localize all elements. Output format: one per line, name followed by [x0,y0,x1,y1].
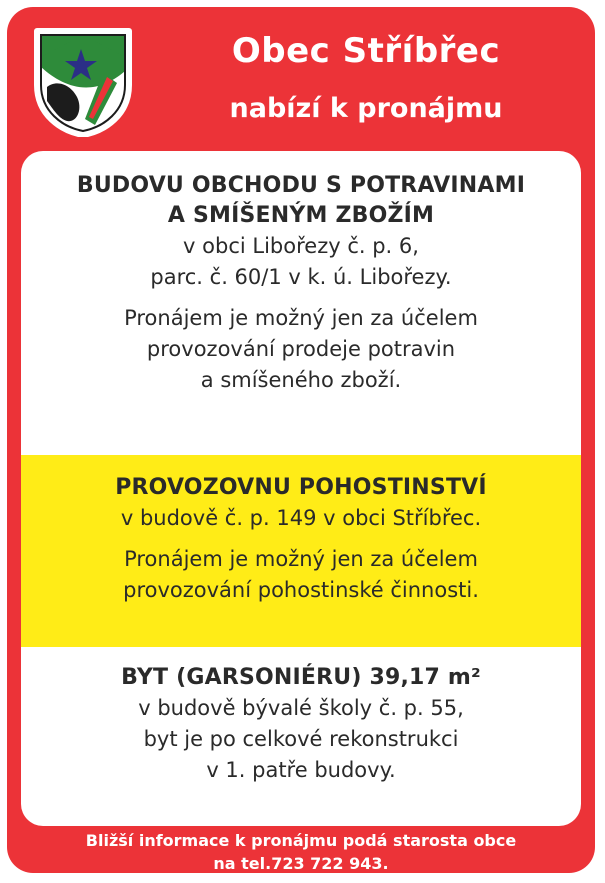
offer-location: v 1. patře budovy. [206,758,396,782]
page-subtitle: nabízí k pronájmu [229,93,503,124]
offer-pub [21,455,581,647]
offer-heading: PROVOZOVNU POHOSTINSTVÍ [115,475,487,500]
coat-of-arms-icon [33,27,133,137]
offer-flat [21,663,581,786]
offer-heading: BYT (GARSONIÉRU) 39,17 m² [121,665,481,690]
contact-line: Bližší informace k pronájmu podá starosta obce [85,831,517,850]
offer-location: byt je po celkové rekonstrukci [143,727,459,751]
contact-phone: na tel.723 722 943. [213,854,389,873]
offer-shop-building [21,171,581,396]
offer-location: v budově bývalé školy č. p. 55, [138,696,464,720]
page-title: Obec Stříbřec [231,31,501,71]
offer-condition: a smíšeného zboží. [200,368,402,392]
offer-heading: A SMÍŠENÝM ZBOŽÍM [167,203,435,228]
offer-condition: provozování prodeje potravin [146,337,456,361]
offer-heading: BUDOVU OBCHODU S POTRAVINAMI [76,173,526,198]
offers-card [21,151,581,826]
offer-condition: Pronájem je možný jen za účelem [124,306,478,330]
offer-location: v obci Libořezy č. p. 6, [183,234,419,258]
offer-location: v budově č. p. 149 v obci Stříbřec. [120,506,482,530]
offer-condition: Pronájem je možný jen za účelem [124,547,478,571]
offer-condition: provozování pohostinské činnosti. [123,578,479,602]
offer-location: parc. č. 60/1 v k. ú. Libořezy. [150,265,452,289]
contact-info [7,829,595,875]
poster-frame [7,7,595,873]
